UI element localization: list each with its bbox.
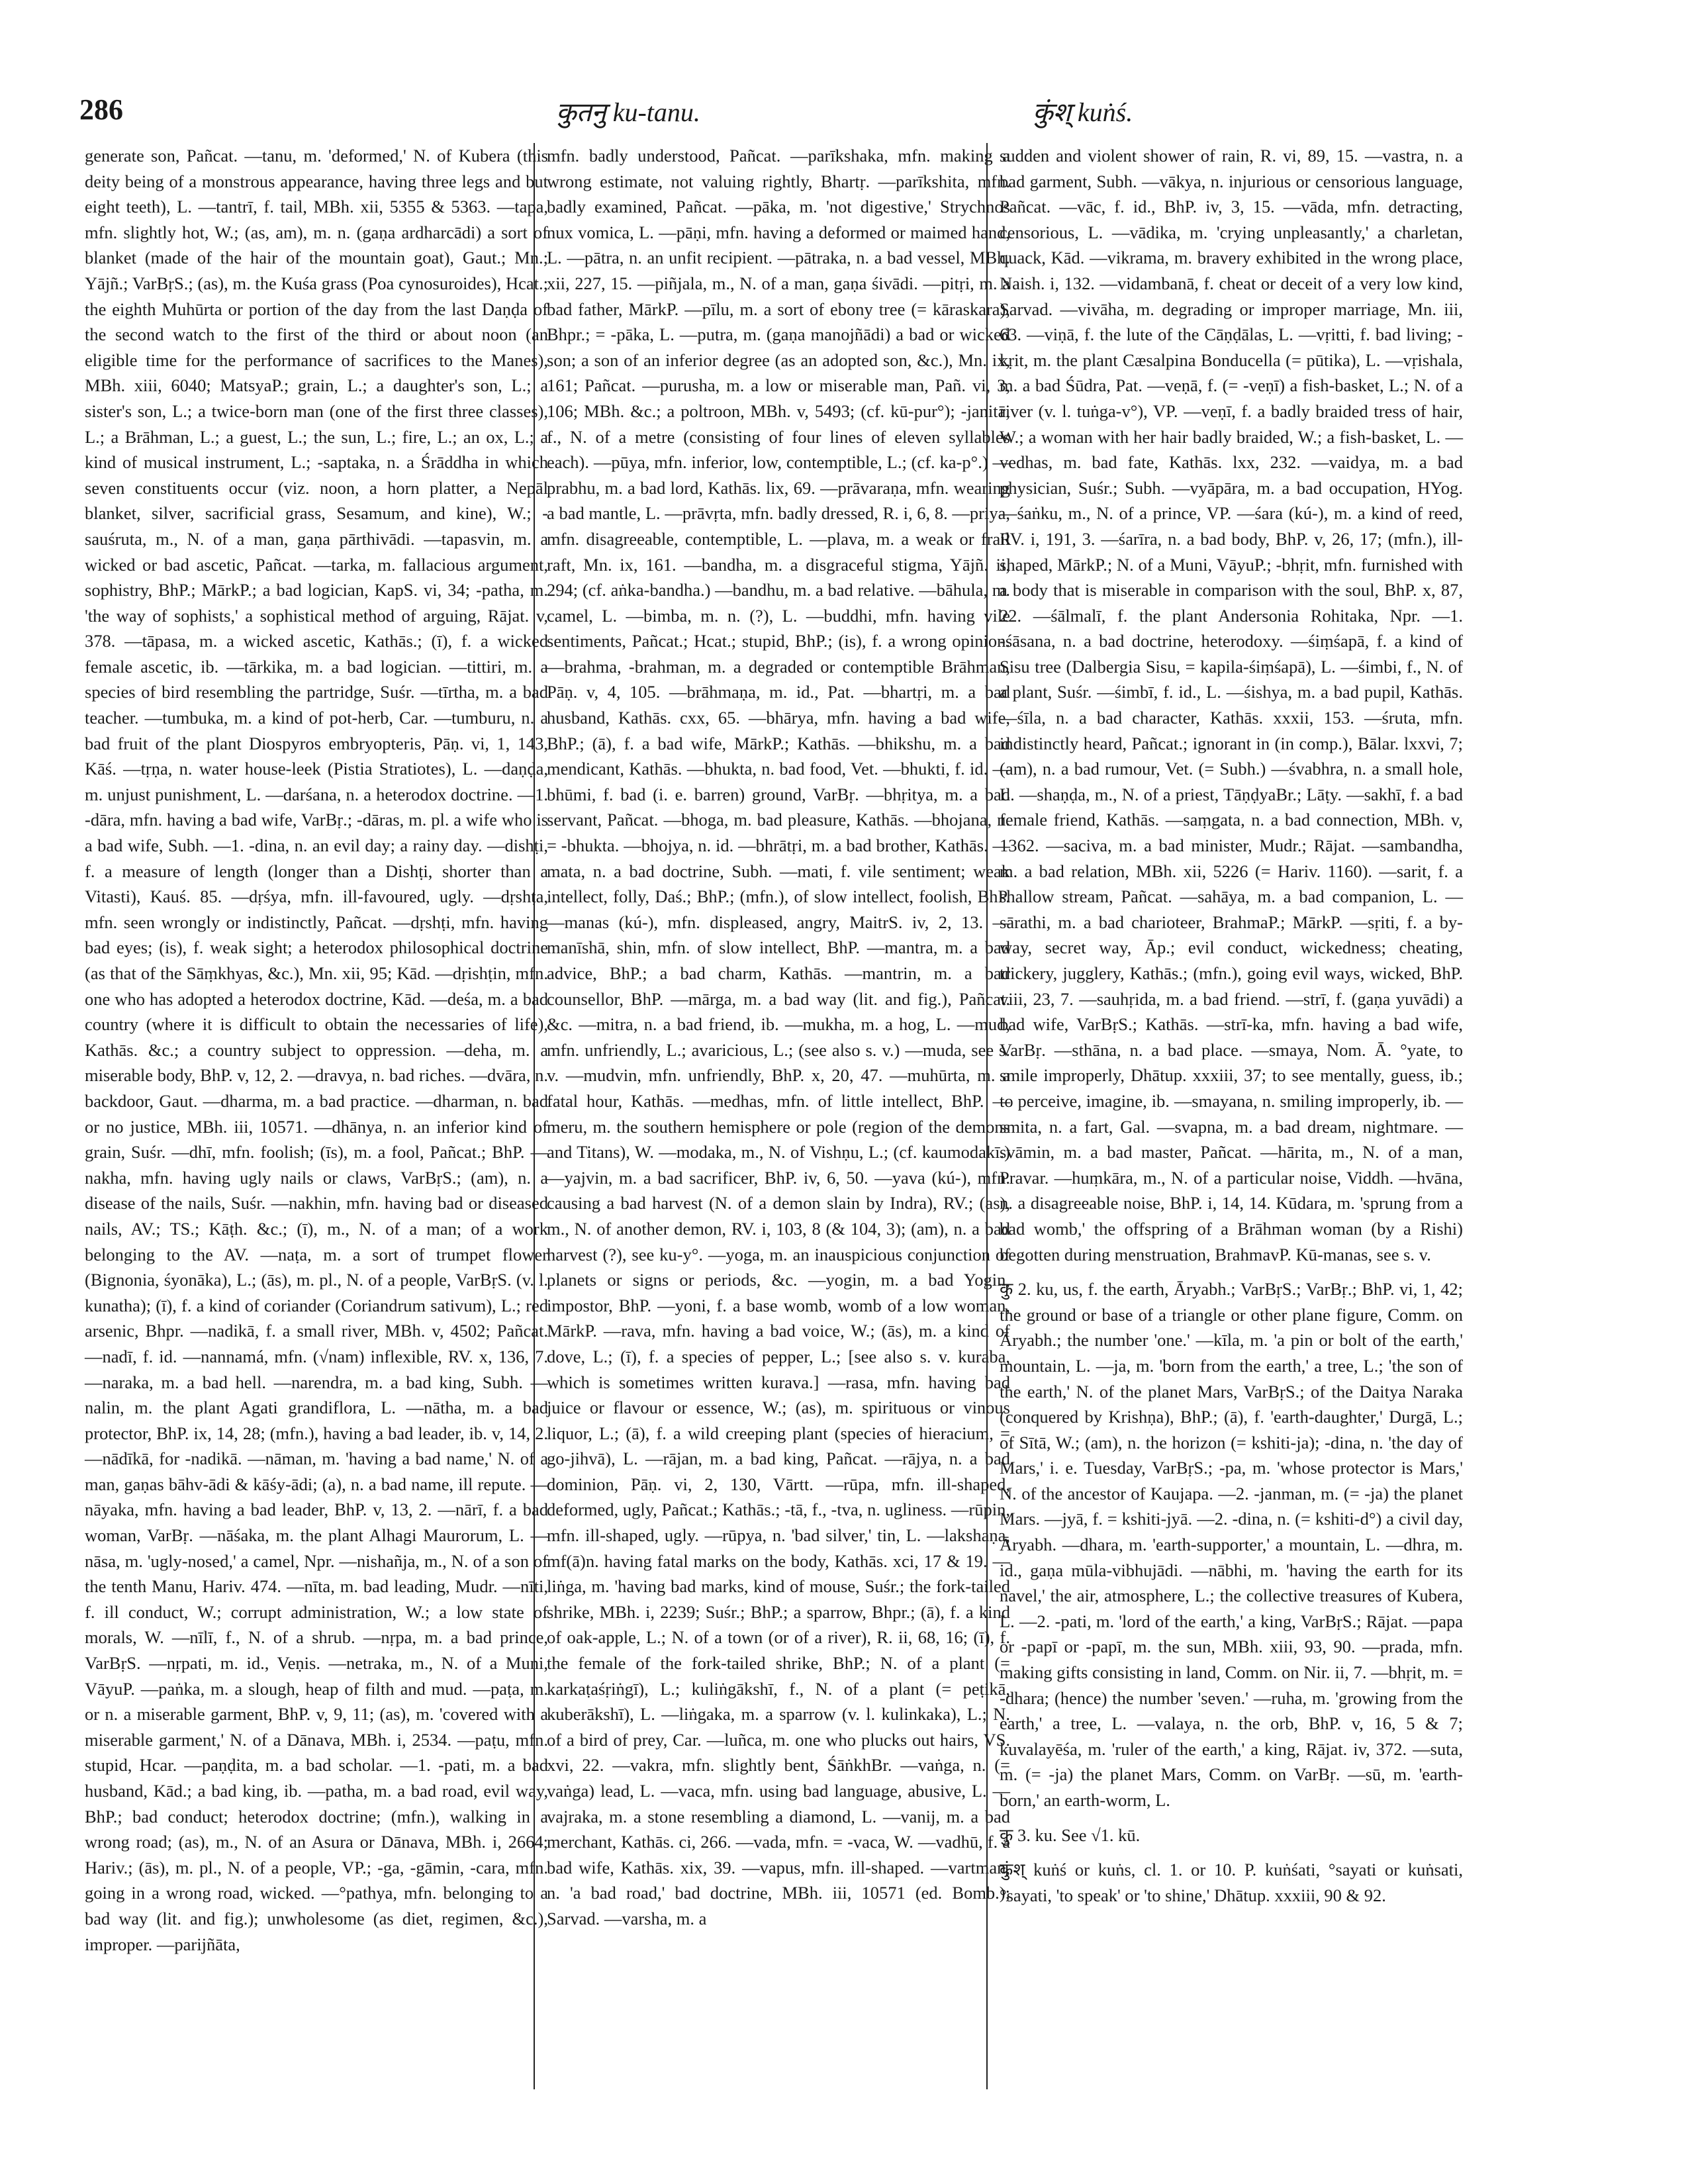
right-running-head: कुंश् kuṅś. (1033, 97, 1133, 127)
column-text: generate son, Pañcat. —tanu, m. 'deformed,' N. of Kubera (this deity being of a monstrous appearance, having three legs and but eight teeth), L. —tantrī, f. tail, MBh. xii, 5355 & 5363. —tapa, mfn. slightly hot, W.; (as, am), m. n. (gaṇa ardharcādi) a sort of blanket (made of the hair of the mountain goat), Gaut.; Mn.; Yājñ.; VarBṛS.; (as), m. the Kuśa grass (Poa cynosuroides), Hcat.; the eighth Muhūrta or portion of the day from the last Daṇḍa of the second watch to the first of the third or about noon (an eligible time for the performance of sacrifices to the Manes), MBh. xiii, 6040; MatsyaP.; grain, L.; a daughter's son, L.; a sister's son, L.; a twice-born man (one of the first three classes), L.; a Brāhman, L.; a guest, L.; the sun, L.; fire, L.; an ox, L.; a kind of musical instrument, L.; -saptaka, n. a Śrāddha in which seven constituents occur (viz. noon, a horn platter, a Nepāl blanket, silver, sacrificial grass, Sesamum, and kine), W.; -sauśruta, m., N. of a man, gaṇa pārthivādi. —tapasvin, m. a wicked or bad ascetic, Pañcat. —tarka, m. fallacious argument, sophistry, BhP.; MārkP.; a bad logician, KapS. vi, 34; -patha, m. 'the way of sophists,' a sophistical method of arguing, Rājat. v, 378. —tāpasa, m. a wicked ascetic, Kathās.; (ī), f. a wicked female ascetic, ib. —tārkika, m. a bad logician. —tittiri, m. a species of bird resembling the partridge, Suśr. —tīrtha, m. a bad teacher. —tumbuka, m. a kind of pot-herb, Car. —tumburu, n. a bad fruit of the plant Diospyros embryopteris, Pāṇ. vi, 1, 143, Kāś. —tṛṇa, n. water house-leek (Pistia Stratiotes), L. —daṇḍa, m. unjust punishment, L. —darśana, n. a heterodox doctrine. —1. -dāra, mfn. having a bad wife, VarBṛ.; -dāras, m. pl. a wife who is a bad wife, Subh. —1. -dina, n. an evil day; a rainy day. —dishṭi, f. a measure of length (longer than a Dishṭi, shorter than a Vitasti), Kauś. 85. —dṛśya, mfn. ill-favoured, ugly. —dṛshṭa, mfn. seen wrongly or indistinctly, Pañcat. —dṛshṭi, mfn. having bad eyes; (is), f. weak sight; a heterodox philosophical doctrine (as that of the Sāṃkhyas, &c.), Mn. xii, 95; Kād. —dṛishṭin, mfn. one who has adopted a heterodox doctrine, Kād. —deśa, m. a bad country (where it is difficult to obtain the necessaries of life), Kathās. &c.; a country subject to oppression. —deha, m. a miserable body, BhP. v, 12, 2. —dravya, n. bad riches. —dvāra, n. backdoor, Gaut. —dharma, m. a bad practice. —dharman, n. bad or no justice, MBh. iii, 10571. —dhānya, n. an inferior kind of grain, Suśr. —dhī, mfn. foolish; (īs), m. a fool, Pañcat.; BhP. —nakha, mfn. having ugly nails or claws, VarBṛS.; (am), n. a disease of the nails, Suśr. —nakhin, mfn. having bad or diseased nails, AV.; TS.; Kāṭh. &c.; (ī), m., N. of a man; of a work belonging to the AV. —naṭa, m. a sort of trumpet flower (Bignonia, śyonāka), L.; (ās), m. pl., N. of a people, VarBṛS. (v. l. kunatha); (ī), f. a kind of coriander (Coriandrum sativum), L.; red arsenic, Bhpr. —nadikā, f. a small river, MBh. v, 4502; Pañcat. —nadī, f. id. —nannamá, mfn. (√nam) inflexible, RV. x, 136, 7. —naraka, m. a bad hell. —narendra, m. a bad king, Subh. —nalin, m. the plant Agati grandiflora, L. —nātha, m. a bad protector, BhP. ix, 14, 28; (mfn.), having a bad leader, ib. v, 14, 2. —nādīkā, for -nadikā. —nāman, m. 'having a bad name,' N. of a man, gaṇas bāhv-ādi & kāśy-ādi; (a), n. a bad name, ill repute. —nāyaka, mfn. having a bad leader, BhP. v, 13, 2. —nārī, f. a bad woman, VarBṛ. —nāśaka, m. the plant Alhagi Maurorum, L. —nāsa, m. 'ugly-nosed,' a camel, Npr. —nishañja, m., N. of a son of the tenth Manu, Hariv. 474. —nīta, m. bad leading, Mudr. —nīti, f. ill conduct, W.; corrupt administration, W.; a low state of morals, W. —nīlī, f., N. of a shrub. —nṛpa, m. a bad prince, VarBṛS. —nṛpati, m. id., Veṇis. —netraka, m., N. of a Muni, VāyuP. —paṅka, m. a slough, heap of filth and mud. —paṭa, m. or n. a miserable garment, BhP. v, 9, 11; (as), m. 'covered with a miserable garment,' N. of a Dānava, MBh. i, 2534. —paṭu, mfn. stupid, Hcar. —paṇḍita, m. a bad scholar. —1. -pati, m. a bad husband, Kād.; a bad king, ib. —patha, m. a bad road, evil way, BhP.; bad conduct; heterodox doctrine; (mfn.), walking in a wrong road; (as), m., N. of an Asura or Dānava, MBh. i, 2664; Hariv.; (ās), m. pl., N. of a people, VP.; -ga, -gāmin, -cara, mfn. going in a wrong road, wicked. —°pathya, mfn. belonging to a bad way (lit. and fig.); unwholesome (as diet, regimen, &c.), improper. —parijñāta, (85, 146, 548, 1954)
column-text: mfn. badly understood, Pañcat. —parīkshaka, mfn. making a wrong estimate, not valuing rightly, Bhartṛ. —parīkshita, mfn. badly examined, Pañcat. —pāka, m. 'not digestive,' Strychnos nux vomica, L. —pāṇi, mfn. having a deformed or maimed hand, L. —pātra, n. an unfit recipient. —pātraka, n. a bad vessel, MBh. xii, 227, 15. —piñjala, m., N. of a man, gaṇa śivādi. —pitṛi, m. a bad father, MārkP. —pīlu, m. a sort of ebony tree (= kāraskara), Bhpr.; = -pāka, L. —putra, m. (gaṇa manojñādi) a bad or wicked son; a son of an inferior degree (as an adopted son, &c.), Mn. ix, 161; Pañcat. —purusha, m. a low or miserable man, Pañ. vi, 3, 106; MBh. &c.; a poltroon, MBh. v, 5493; (cf. kū-pur°); -janitā, f., N. of a metre (consisting of four lines of eleven syllables each). —pūya, mfn. inferior, low, contemptible, L.; (cf. ka-p°.) —prabhu, m. a bad lord, Kathās. lix, 69. —prāvaraṇa, mfn. wearing a bad mantle, L. —prāvṛta, mfn. badly dressed, R. i, 6, 8. —priya, mfn. disagreeable, contemptible, L. —plava, m. a weak or frail raft, Mn. ix, 161. —bandha, m. a disgraceful stigma, Yājñ. ii, 294; (cf. aṅka-bandha.) —bandhu, m. a bad relative. —bāhula, m. camel, L. —bimba, m. n. (?), L. —buddhi, mfn. having vile sentiments, Pañcat.; Hcat.; stupid, BhP.; (is), f. a wrong opinion. —brahma, -brahman, m. a degraded or contemptible Brāhman, Pāṇ. v, 4, 105. —brāhmaṇa, m. id., Pat. —bhartṛi, m. a bad husband, Kathās. cxx, 65. —bhārya, mfn. having a bad wife, BhP.; (ā), f. a bad wife, MārkP.; Kathās. —bhikshu, m. a bad mendicant, Kathās. —bhukta, n. bad food, Vet. —bhukti, f. id. —bhūmi, f. bad (i. e. barren) ground, VarBṛ. —bhṛitya, m. a bad servant, Pañcat. —bhoga, m. bad pleasure, Kathās. —bhojana, n. = -bhukta. —bhojya, n. id. —bhrātṛi, m. a bad brother, Kathās. —mata, n. a bad doctrine, Subh. —mati, f. vile sentiment; weak intellect, folly, Daś.; BhP.; (mfn.), of slow intellect, foolish, BhP. —manas (kú-), mfn. displeased, angry, MaitrS. iv, 2, 13. —manīshā, shin, mfn. of slow intellect, BhP. —mantra, m. a bad advice, BhP.; a bad charm, Kathās. —mantrin, m. a bad counsellor, BhP. —mārga, m. a bad way (lit. and fig.), Pañcat. &c. —mitra, n. a bad friend, ib. —mukha, m. a hog, L. —mud, mfn. unfriendly, L.; avaricious, L.; (see also s. v.) —muda, see s. v. —mudvin, mfn. unfriendly, BhP. x, 20, 47. —muhūrta, m. a fatal hour, Kathās. —medhas, mfn. of little intellect, BhP. —meru, m. the southern hemisphere or pole (region of the demons and Titans), W. —modaka, m., N. of Vishṇu, L.; (cf. kaumodakī.) —yajvin, m. a bad sacrificer, BhP. iv, 6, 50. —yava (kú-), mfn. causing a bad harvest (N. of a demon slain by Indra), RV.; (as), m., N. of another demon, RV. i, 103, 8 (& 104, 3); (am), n. a bad harvest (?), see ku-y°. —yoga, m. an inauspicious conjunction of planets or signs or periods, &c. —yogin, m. a bad Yogin, impostor, BhP. —yoni, f. a base womb, womb of a low woman, MārkP. —rava, mfn. having a bad voice, W.; (ās), m. a kind of dove, L.; (ī), f. a species of pepper, L.; [see also s. v. kuraba, which is sometimes written kurava.] —rasa, mfn. having bad juice or flavour or essence, W.; (as), m. spirituous or vinous liquor, L.; (ā), f. a wild creeping plant (species of hieracium, = go-jihvā), L. —rājan, m. a bad king, Pañcat. —rājya, n. a bad dominion, Pāṇ. vi, 2, 130, Vārtt. —rūpa, mfn. ill-shaped, deformed, ugly, Pañcat.; Kathās.; -tā, f., -tva, n. ugliness. —rūpin, mfn. ill-shaped, ugly. —rūpya, n. 'bad silver,' tin, L. —lakshaṇa, mf(ā)n. having fatal marks on the body, Kathās. xci, 17 & 19. —liṅga, m. 'having bad marks, kind of mouse, Suśr.; the fork-tailed shrike, MBh. i, 2239; Suśr.; BhP.; a sparrow, Bhpr.; (ā), f. a kind of oak-apple, L.; N. of a town (or of a river), R. ii, 68, 16; (ī), f. the female of the fork-tailed shrike, BhP.; N. of a plant (= karkaṭaśṛiṅgī), L.; kuliṅgākshī, f., N. of a plant (= peṭikā, kuberākshī), L. —liṅgaka, m. a sparrow (v. l. kulinkaka), L.; N. of a bird of prey, Car. —luñca, m. one who plucks out hairs, VS. xvi, 22. —vakra, mfn. slightly bent, ŚāṅkhBr. —vaṅga, n. (= vaṅga) lead, L. —vaca, mfn. using bad language, abusive, L. —vajraka, m. a stone resembling a diamond, L. —vanij, m. a bad merchant, Kathās. ci, 266. —vada, mfn. = -vaca, W. —vadhū, f. a bad wife, Kathās. xix, 39. —vapus, mfn. ill-shaped. —vartman, n. 'a bad road,' bad doctrine, MBh. iii, 10571 (ed. Bomb.); Sarvad. —varsha, m. a (547, 146, 1010, 1928)
page-number: 286 (79, 93, 123, 126)
column-2 (547, 143, 1010, 1932)
column-3 (1000, 143, 1463, 1908)
column-text: sudden and violent shower of rain, R. vi, 89, 15. —vastra, n. a bad garment, Subh. —vākya, n. injurious or censorious language, Pañcat. —vāc, f. id., BhP. iv, 3, 15. —vāda, mfn. detracting, censorious, L. —vādika, m. 'crying unpleasantly,' a charletan, quack, Kād. —vikrama, m. bravery exhibited in the wrong place, Naish. i, 132. —vidambanā, f. cheat or deceit of a very low kind, Sarvad. —vivāha, m. degrading or improper marriage, Mn. iii, 63. —viṇā, f. the lute of the Cāṇḍālas, L. —vṛitti, f. bad living; -kṛit, m. the plant Cæsalpina Bonducella (= pūtika), L. —vṛishala, m. a bad Śūdra, Pat. —veṇā, f. (= -veṇī) a fish-basket, L.; N. of a river (v. l. tuṅga-v°), VP. —veṇī, f. a badly braided tress of hair, W.; a woman with her hair badly braided, W.; a fish-basket, L. —vedhas, m. bad fate, Kathās. lxx, 232. —vaidya, m. a bad physician, Suśr.; Subh. —vyāpāra, m. a bad occupation, HYog. —śaṅku, m., N. of a prince, VP. —śara (kú-), m. a kind of reed, RV. i, 191, 3. —śarīra, n. a bad body, BhP. v, 26, 17; (mfn.), ill-shaped, MārkP.; N. of a Muni, VāyuP.; -bhṛit, mfn. furnished with a body that is miserable in comparison with the soul, BhP. x, 87, 22. —śālmalī, f. the plant Andersonia Rohitaka, Npr. —1. -śāsana, n. a bad doctrine, heterodoxy. —śiṃśapā, f. a kind of Sisu tree (Dalbergia Sisu, = kapila-śiṃśapā), L. —śimbi, f., N. of a plant, Suśr. —śimbī, f. id., L. —śishya, m. a bad pupil, Kathās. —śīla, n. a bad character, Kathās. xxxii, 153. —śruta, mfn. indistinctly heard, Pañcat.; ignorant in (in comp.), Bālar. lxxvi, 7; (am), n. a bad rumour, Vet. (= Subh.) —śvabhra, n. a small hole, L. —shaṇḍa, m., N. of a priest, TāṇḍyaBr.; Lāṭy. —sakhī, f. a bad female friend, Kathās. —saṃgata, n. a bad connection, MBh. v, 1362. —saciva, m. a bad minister, Mudr.; Rājat. —sambandha, m. a bad relation, MBh. xii, 5226 (= Hariv. 1160). —sarit, f. a shallow stream, Pañcat. —sahāya, m. a bad companion, L. —sārathi, m. a bad charioteer, BrahmaP.; MārkP. —sṛiti, f. a by-way, secret way, Āp.; evil conduct, wickedness; cheating, trickery, jugglery, Kathās.; (mfn.), going evil ways, wicked, BhP. viii, 23, 7. —sauhṛida, m. a bad friend. —strī, f. (gaṇa yuvādi) a bad wife, VarBṛS.; Kathās. —strī-ka, mfn. having a bad wife, VarBṛ. —sthāna, n. a bad place. —smaya, Nom. Ā. °yate, to smile improperly, Dhātup. xxxiii, 37; to see mentally, guess, ib.; to perceive, imagine, ib. —smayana, n. smiling improperly, ib. —smita, n. a fart, Gal. —svapna, m. a bad dream, nightmare. —svāmin, m. a bad master, Pañcat. —hārita, m., N. of a man, Pravar. —huṃkāra, m., N. of a particular noise, Viddh. —hvāna, n. a disagreeable noise, BhP. i, 14, 14. Kūdara, m. 'sprung from a bad womb,' the offspring of a Brāhman woman (by a Rishi) begotten during menstruation, BrahmavP. Kū-manas, see s. v. (1000, 146, 1463, 1264)
page-header (79, 93, 1615, 139)
column-1 (85, 143, 548, 1957)
entry-ku-2: कु 2. ku, us, f. the earth, Āryabh.; VarBṛS.; VarBṛ.; BhP. vi, 1, 42; the ground or base of a triangle or other plane figure, Comm. on Āryabh.; the number 'one.' —kīla, m. 'a pin or bolt of the earth,' mountain, L. —ja, m. 'born from the earth,' a tree, L.; 'the son of the earth,' N. of the planet Mars, VarBṛS.; of the Daitya Naraka (conquered by Krishṇa), BhP.; (ā), f. 'earth-daughter,' Durgā, L.; of Sītā, W.; (am), n. the horizon (= kshiti-ja); -dina, n. 'the day of Mars,' i. e. Tuesday, VarBṛS.; -pa, m. 'whose protector is Mars,' N. of the ancestor of Kaujapa. —2. -janman, m. (= -ja) the planet Mars. —jyā, f. = kshiti-jyā. —2. -dina, n. (= kshiti-d°) a civil day, Āryabh. —dhara, m. 'earth-supporter,' a mountain, L. —dhra, m. id., gaṇa mūla-vibhujādi. —nābhi, m. 'having the earth for its navel,' the air, atmosphere, L.; the collective treasures of Kubera, L. —2. -pati, m. 'lord of the earth,' a king, VarBṛS.; Rājat. —papa or -papī or -papī, m. the sun, MBh. xiii, 93, 90. —prada, mfn. making gifts consisting in land, Comm. on Nir. ii, 7. —bhṛit, m. = -dhara; (hence) the number 'seven.' —ruha, m. 'growing from the earth,' a tree, L. —valaya, n. the orb, BhP. v, 16, 5 & 7; kuvalayēśa, m. 'ruler of the earth,' a king, Rājat. iv, 372. —suta, m. (= -ja) the planet Mars, Comm. on VarBṛ. —sū, m. 'earth-born,' an earth-worm, L. (1000, 1279, 1463, 1810)
entry-ku-3: कु 3. ku. See √1. kū. (1000, 1825, 1141, 1845)
left-running-head: कुतनु ku-tanu. (556, 97, 700, 127)
entry-kuns: कुंश् kuṅś or kuṅs, cl. 1. or 10. P. kuṅśati, °sayati or kuṅsati, °sayati, 'to speak' or 'to shine,' Dhātup. xxxiii, 90 & 92. (1000, 1860, 1463, 1905)
